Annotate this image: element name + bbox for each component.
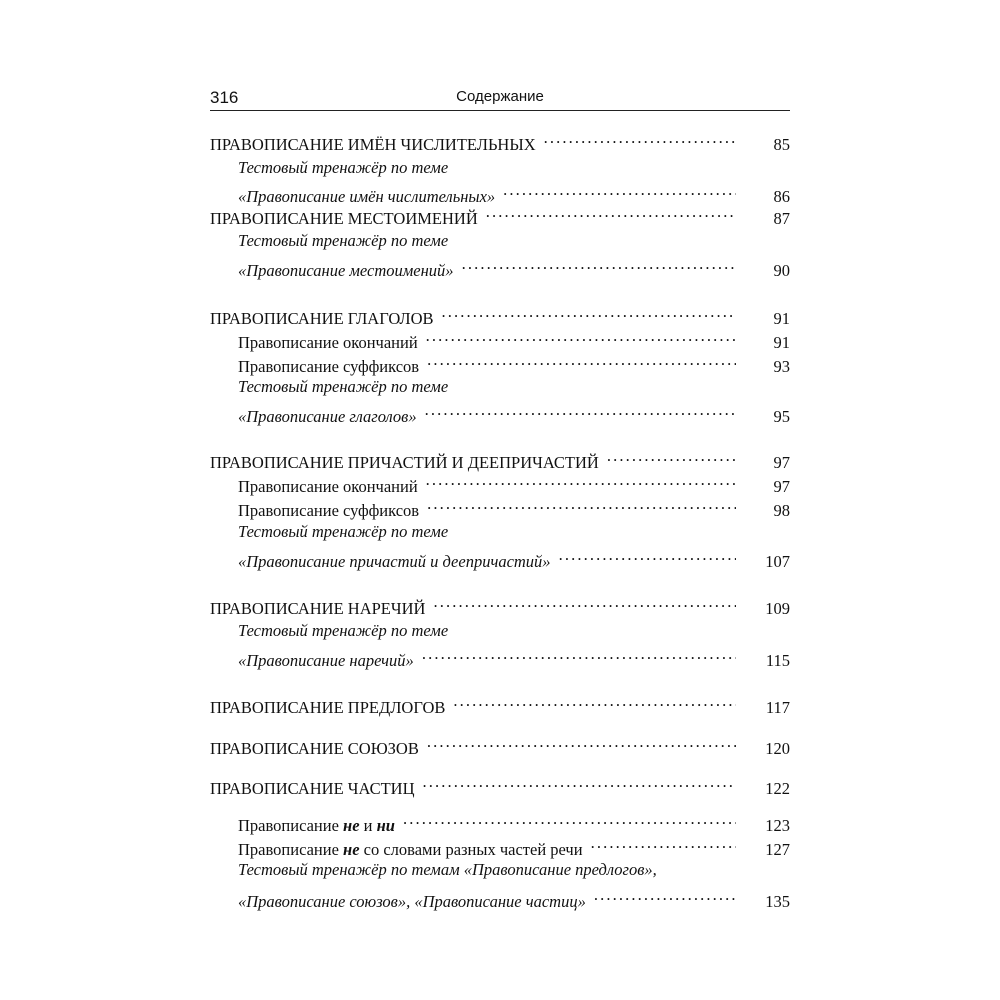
dot-leader xyxy=(427,730,736,754)
toc-entry-label: Правописание суффиксов xyxy=(238,357,420,376)
dot-leader xyxy=(423,770,736,794)
toc-entry-page: 115 xyxy=(765,651,790,670)
toc-entry-page: 91 xyxy=(773,309,790,328)
toc-entry-prepositions[interactable] xyxy=(210,689,790,717)
toc-entry-page: 95 xyxy=(773,407,790,426)
toc-entry-pronouns[interactable] xyxy=(210,200,790,228)
toc-entry-label: «Правописание причастий и деепричастий» xyxy=(238,552,551,571)
toc-entry-page: 109 xyxy=(765,599,790,618)
toc-entry-conjunctions[interactable] xyxy=(210,730,790,758)
dot-leader xyxy=(486,200,736,224)
toc-subentry-participles-suffixes[interactable] xyxy=(238,492,790,520)
dot-leader xyxy=(422,642,736,666)
dot-leader xyxy=(433,590,736,614)
emphasis-ne: не xyxy=(343,840,360,859)
toc-subentry-line1: Тестовый тренажёр по теме xyxy=(238,522,449,541)
toc-subentry-numerals-test[interactable] xyxy=(238,178,790,206)
toc-subentry-adverbs-test[interactable] xyxy=(238,642,790,670)
toc-subentry-line1: Тестовый тренажёр по теме xyxy=(238,158,449,177)
dot-leader xyxy=(559,543,736,567)
toc-entry-page: 122 xyxy=(765,779,790,798)
toc-entry-page: 97 xyxy=(773,453,790,472)
toc-entry-page: 135 xyxy=(765,892,790,911)
toc-entry-page: 93 xyxy=(773,357,790,376)
toc-subentry-ne-ni[interactable] xyxy=(238,807,790,835)
toc-entry-label: ПРАВОПИСАНИЕ МЕСТОИМЕНИЙ xyxy=(210,209,478,228)
toc-subentry-final-test[interactable] xyxy=(238,883,790,911)
toc-entry-page: 127 xyxy=(765,840,790,859)
dot-leader xyxy=(425,398,736,422)
toc-entry-numerals[interactable] xyxy=(210,126,790,154)
toc-entry-page: 87 xyxy=(773,209,790,228)
toc-entry-page: 117 xyxy=(765,698,790,717)
toc-subentry-participles-endings[interactable] xyxy=(238,468,790,496)
toc-entry-page: 85 xyxy=(773,135,790,154)
toc-subentry-line1: Тестовый тренажёр по теме xyxy=(238,621,449,640)
label-text: Правописание xyxy=(238,816,344,835)
toc-entry-page: 91 xyxy=(773,333,790,352)
page-number: 316 xyxy=(210,88,239,107)
label-text: со словами разных частей речи xyxy=(359,840,583,859)
toc-subentry-participles-test[interactable] xyxy=(238,543,790,571)
dot-leader xyxy=(427,348,736,372)
toc-entry-label: Правописание суффиксов xyxy=(238,501,420,520)
toc-entry-label: «Правописание местоимений» xyxy=(238,261,454,280)
toc-entry-label: ПРАВОПИСАНИЕ ЧАСТИЦ xyxy=(210,779,415,798)
toc-subentry-verbs-suffixes[interactable] xyxy=(238,348,790,376)
toc-entry-label: ПРАВОПИСАНИЕ ПРИЧАСТИЙ И ДЕЕПРИЧАСТИЙ xyxy=(210,453,599,472)
toc-entry-label: «Правописание имён числительных» xyxy=(238,187,496,206)
toc-entry-label: ПРАВОПИСАНИЕ ГЛАГОЛОВ xyxy=(210,309,434,328)
toc-entry-page: 90 xyxy=(773,261,790,280)
dot-leader xyxy=(403,807,736,831)
running-header xyxy=(210,86,790,111)
dot-leader xyxy=(503,178,736,202)
toc-entry-label: ПРАВОПИСАНИЕ ПРЕДЛОГОВ xyxy=(210,698,446,717)
emphasis-ne: не xyxy=(343,816,360,835)
dot-leader xyxy=(453,689,736,713)
toc-entry-label: ПРАВОПИСАНИЕ ИМЁН ЧИСЛИТЕЛЬНЫХ xyxy=(210,135,536,154)
toc-entry-page: 97 xyxy=(773,477,790,496)
toc-subentry-line1: Тестовый тренажёр по теме xyxy=(238,231,449,250)
dot-leader xyxy=(462,252,736,276)
label-text: Правописание xyxy=(238,840,344,859)
toc-entry-adverbs[interactable] xyxy=(210,590,790,618)
dot-leader xyxy=(607,444,736,468)
toc-subentry-pronouns-test[interactable] xyxy=(238,252,790,280)
toc-subentry-line1: Тестовый тренажёр по темам «Правописание предлогов», xyxy=(238,860,657,879)
running-title: Содержание xyxy=(456,88,544,105)
toc-entry-particles[interactable] xyxy=(210,770,790,798)
toc-entry-label: «Правописание союзов», «Правописание частиц» xyxy=(238,892,586,911)
toc-subentry-verbs-endings[interactable] xyxy=(238,324,790,352)
dot-leader xyxy=(426,324,736,348)
toc-entry-label: ПРАВОПИСАНИЕ НАРЕЧИЙ xyxy=(210,599,426,618)
dot-leader xyxy=(594,883,736,907)
dot-leader xyxy=(442,300,736,324)
toc-entry-page: 123 xyxy=(765,816,790,835)
dot-leader xyxy=(544,126,736,150)
emphasis-ni: ни xyxy=(376,816,395,835)
toc-subentry-verbs-test[interactable] xyxy=(238,398,790,426)
toc-page xyxy=(210,86,790,911)
toc-entry-label: Правописание окончаний xyxy=(238,477,418,496)
dot-leader xyxy=(591,831,736,855)
toc-entry-label: «Правописание наречий» xyxy=(238,651,414,670)
toc-entry-verbs[interactable] xyxy=(210,300,790,328)
toc-entry-page: 86 xyxy=(773,187,790,206)
toc-entry-page: 98 xyxy=(773,501,790,520)
toc-entry-page: 107 xyxy=(765,552,790,571)
toc-entry-participles[interactable] xyxy=(210,444,790,472)
toc-subentry-ne-parts[interactable] xyxy=(238,831,790,859)
label-text: и xyxy=(359,816,377,835)
toc-entry-label: ПРАВОПИСАНИЕ СОЮЗОВ xyxy=(210,739,419,758)
toc-entry-label: «Правописание глаголов» xyxy=(238,407,417,426)
dot-leader xyxy=(426,468,736,492)
toc-entry-label: Правописание окончаний xyxy=(238,333,418,352)
toc-subentry-line1: Тестовый тренажёр по теме xyxy=(238,377,449,396)
dot-leader xyxy=(427,492,736,516)
toc-entry-page: 120 xyxy=(765,739,790,758)
